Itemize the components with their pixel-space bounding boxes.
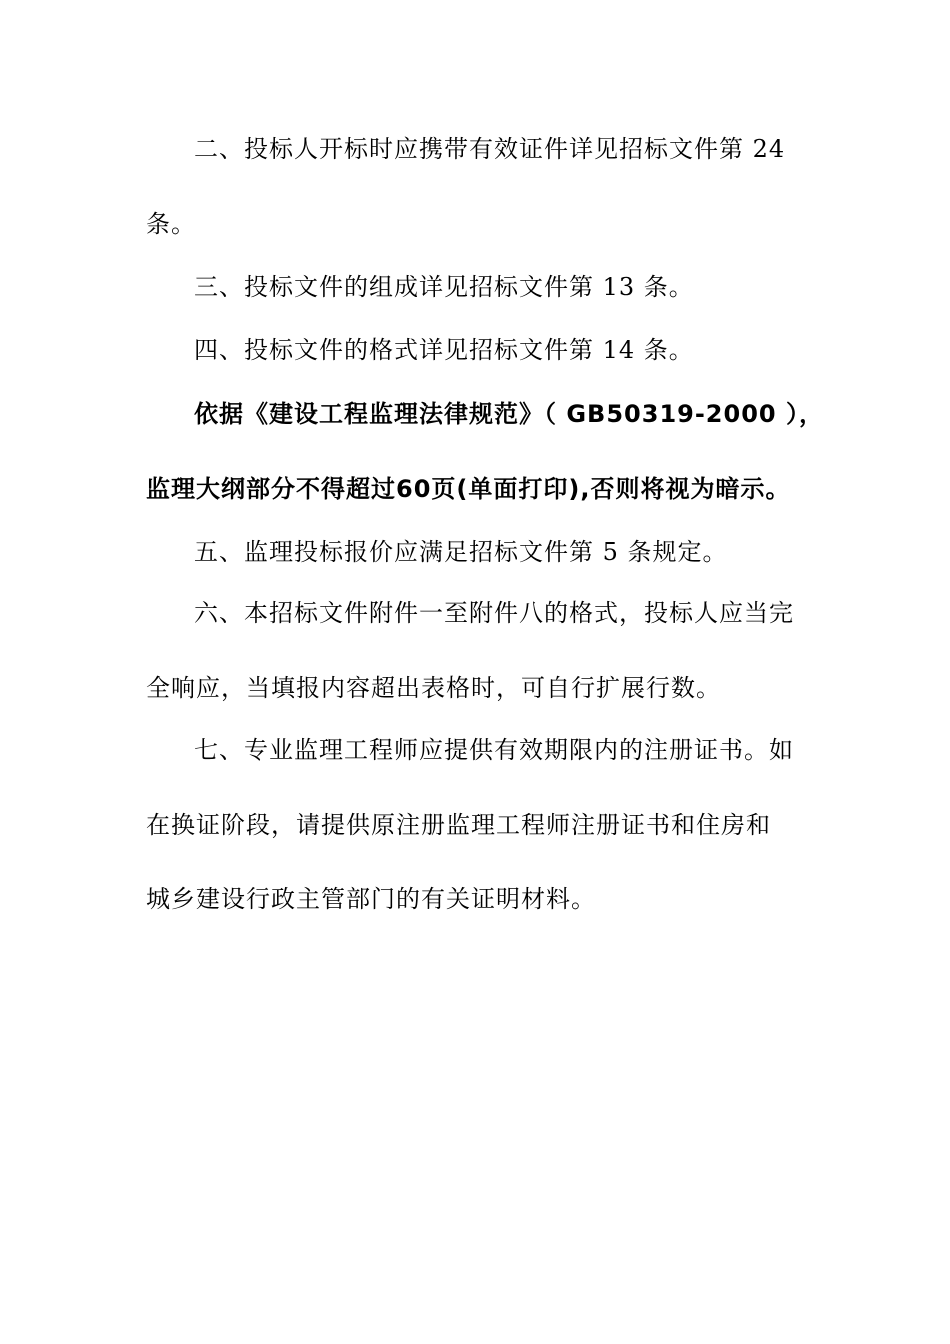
paragraph-2-line-1: 二、投标人开标时应携带有效证件详见招标文件第 24 [194,135,786,163]
paragraph-3: 三、投标文件的组成详见招标文件第 13 条。 [194,273,694,301]
paragraph-4: 四、投标文件的格式详见招标文件第 14 条。 [194,336,694,364]
paragraph-6-line-1: 六、本招标文件附件一至附件八的格式，投标人应当完 [194,599,794,627]
paragraph-2-line-2: 条。 [146,210,196,238]
paragraph-7-line-1: 七、专业监理工程师应提供有效期限内的注册证书。如 [194,736,794,764]
paragraph-6-line-2: 全响应，当填报内容超出表格时，可自行扩展行数。 [146,674,721,702]
bold-note-line-2: 监理大纲部分不得超过60页(单面打印),否则将视为暗示。 [146,475,791,503]
paragraph-5: 五、监理投标报价应满足招标文件第 5 条规定。 [194,538,728,566]
paragraph-7-line-2: 在换证阶段，请提供原注册监理工程师注册证书和住房和 [146,811,771,839]
bold-note-line-1: 依据《建设工程监理法律规范》（ GB50319-2000 ）， [194,400,824,428]
paragraph-7-line-3: 城乡建设行政主管部门的有关证明材料。 [146,885,596,913]
